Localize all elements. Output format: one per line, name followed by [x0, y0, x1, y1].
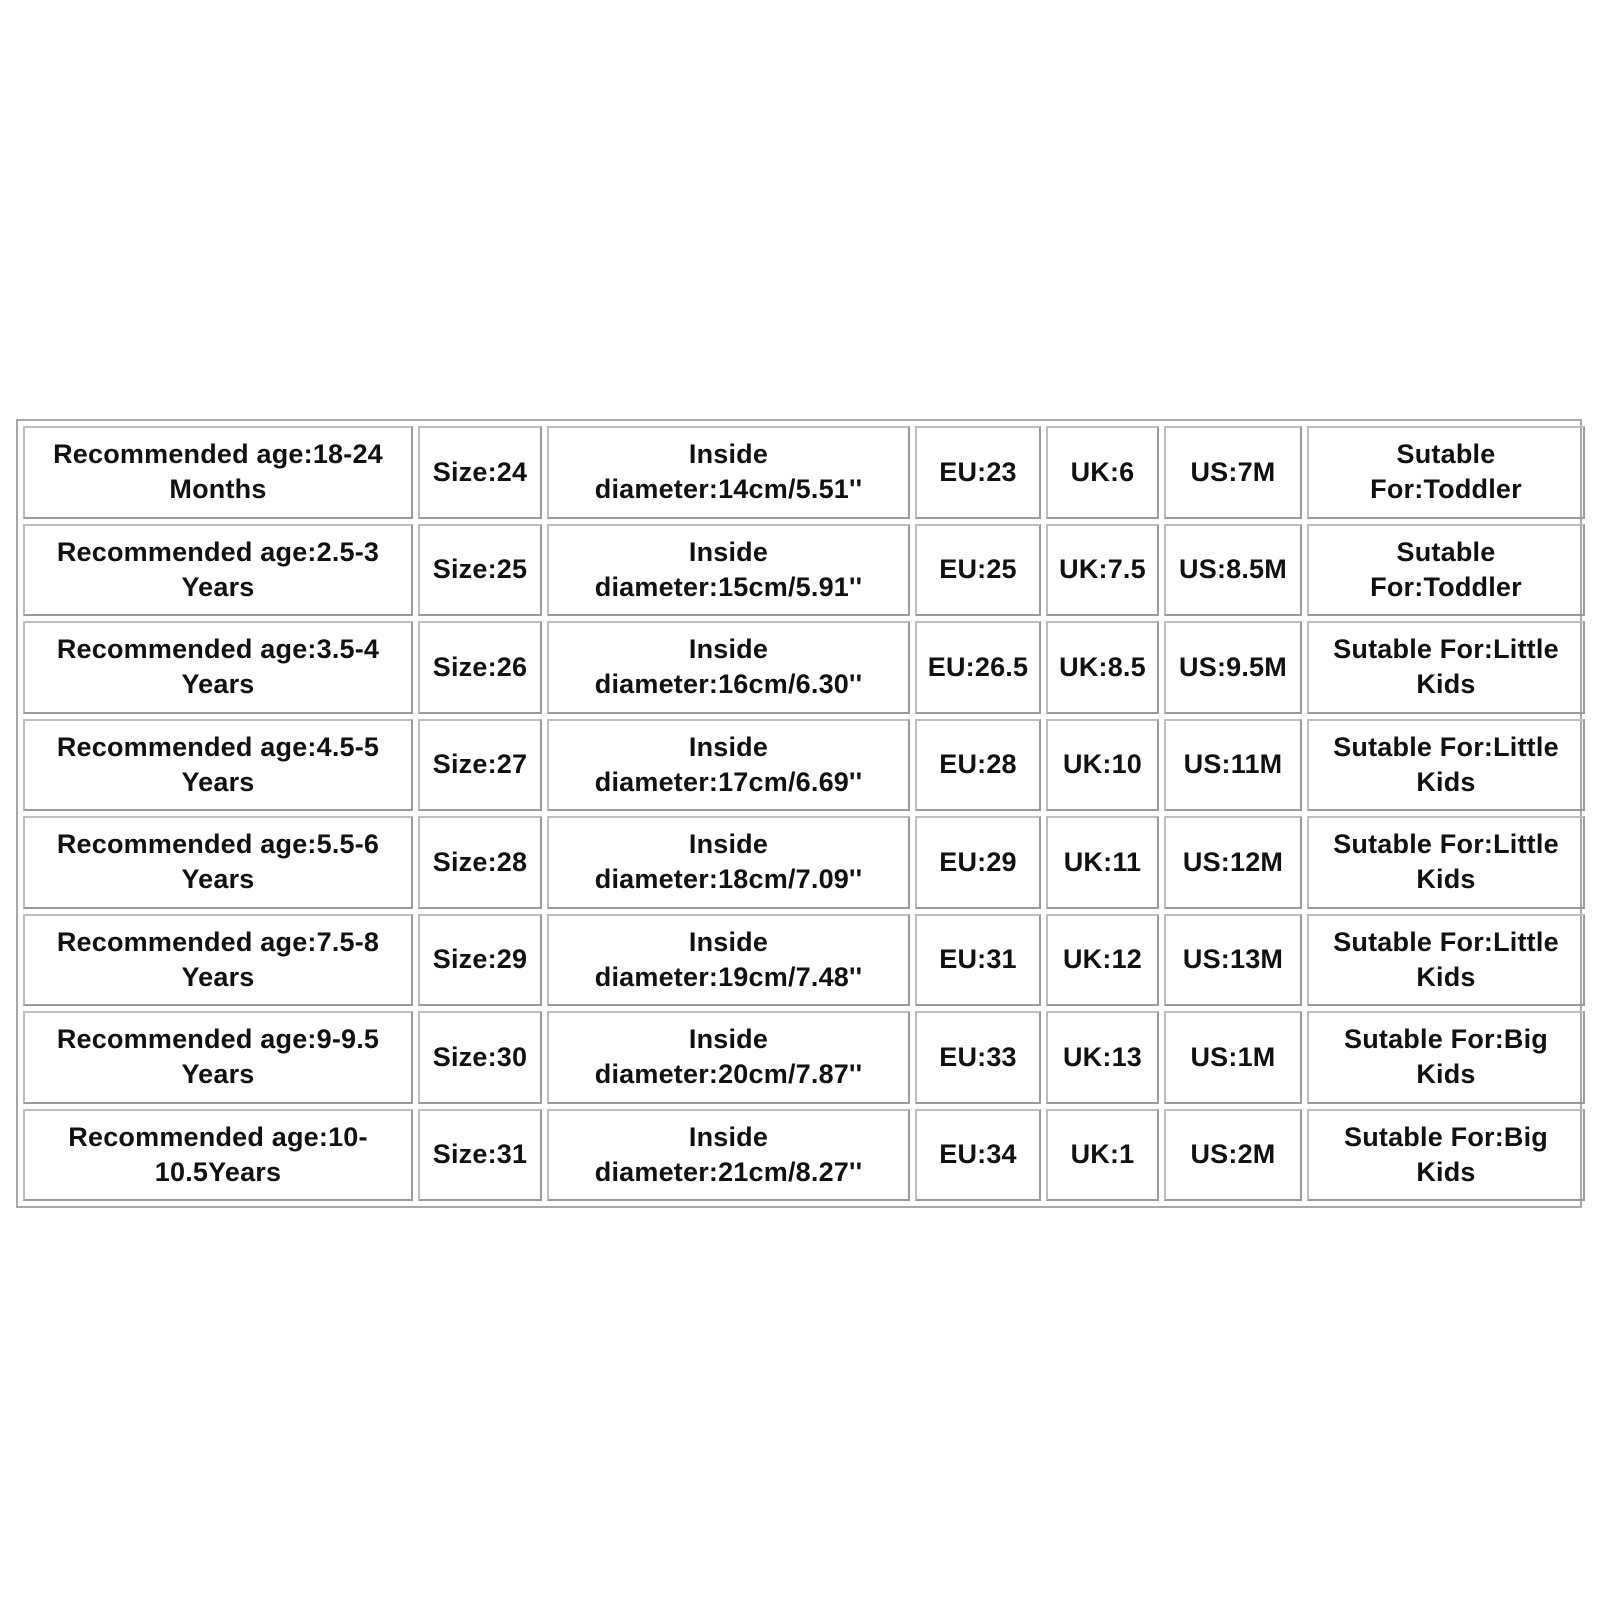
uk-size-text: UK:11: [1063, 846, 1142, 877]
age-cell: [23, 426, 413, 519]
inside-diameter-text: Inside: [688, 926, 769, 957]
size-chart: [16, 419, 1582, 1208]
eu-size-text: EU:34: [939, 1139, 1017, 1170]
suitable-for-text: For:Toddler: [1370, 571, 1522, 602]
suitable-for-text: Kids: [1416, 1059, 1476, 1090]
suitable-for-cell: [1307, 426, 1585, 519]
size-text: Size:27: [432, 749, 528, 780]
inside-diameter-cell: [547, 1109, 910, 1202]
uk-size-text: UK:8.5: [1059, 651, 1146, 682]
suitable-for-cell: [1307, 914, 1585, 1007]
uk-size-cell: [1046, 524, 1159, 617]
suitable-for-text: Kids: [1416, 669, 1476, 700]
suitable-for-cell: [1307, 719, 1585, 812]
inside-diameter-text: Inside: [688, 1024, 769, 1055]
uk-size-text: UK:12: [1062, 944, 1143, 975]
us-size-cell: [1164, 914, 1302, 1007]
inside-diameter-cell: [547, 816, 910, 909]
us-size-text: US:2M: [1190, 1139, 1276, 1170]
eu-size-text: EU:28: [939, 749, 1017, 780]
uk-size-cell: [1046, 816, 1159, 909]
inside-diameter-text: Inside: [688, 634, 769, 665]
size-text: Size:28: [432, 846, 528, 877]
inside-diameter-cell: [547, 1011, 910, 1104]
us-size-cell: [1164, 524, 1302, 617]
age-cell: [23, 719, 413, 812]
us-size-cell: [1164, 816, 1302, 909]
eu-size-cell: [915, 914, 1041, 1007]
size-cell: [418, 1011, 542, 1104]
uk-size-text: UK:10: [1062, 749, 1143, 780]
inside-diameter-text: diameter:17cm/6.69'': [594, 766, 863, 797]
suitable-for-text: Sutable For:Little: [1333, 926, 1559, 957]
size-text: Size:26: [432, 651, 528, 682]
eu-size-text: EU:29: [939, 846, 1017, 877]
age-cell: [23, 1011, 413, 1104]
inside-diameter-text: diameter:14cm/5.51'': [594, 474, 863, 505]
age-cell: [23, 816, 413, 909]
suitable-for-text: Kids: [1416, 766, 1476, 797]
size-cell: [418, 621, 542, 714]
inside-diameter-cell: [547, 426, 910, 519]
eu-size-text: EU:33: [939, 1041, 1017, 1072]
inside-diameter-text: Inside: [688, 731, 769, 762]
us-size-text: US:12M: [1182, 846, 1284, 877]
size-text: Size:24: [432, 456, 528, 487]
eu-size-text: EU:31: [939, 944, 1017, 975]
table-row: [23, 524, 1585, 617]
eu-size-cell: [915, 1011, 1041, 1104]
us-size-cell: [1164, 719, 1302, 812]
eu-size-text: EU:25: [939, 554, 1017, 585]
suitable-for-text: Sutable: [1396, 536, 1496, 567]
suitable-for-cell: [1307, 621, 1585, 714]
us-size-cell: [1164, 1011, 1302, 1104]
size-text: Size:31: [432, 1139, 528, 1170]
suitable-for-text: Kids: [1416, 961, 1476, 992]
age-text: Recommended age:18-24 Months: [53, 439, 383, 505]
inside-diameter-text: Inside: [688, 439, 769, 470]
suitable-for-text: Sutable For:Little: [1333, 634, 1559, 665]
suitable-for-cell: [1307, 1109, 1585, 1202]
inside-diameter-text: Inside: [688, 536, 769, 567]
inside-diameter-text: diameter:21cm/8.27'': [594, 1156, 863, 1187]
age-text: Recommended age:4.5-5 Years: [56, 731, 380, 797]
size-text: Size:29: [432, 944, 528, 975]
inside-diameter-cell: [547, 524, 910, 617]
size-cell: [418, 816, 542, 909]
inside-diameter-cell: [547, 914, 910, 1007]
size-chart-table: [18, 421, 1590, 1206]
age-text: Recommended age:10- 10.5Years: [68, 1121, 368, 1187]
suitable-for-text: Kids: [1416, 864, 1476, 895]
uk-size-text: UK:7.5: [1059, 554, 1146, 585]
eu-size-cell: [915, 426, 1041, 519]
us-size-cell: [1164, 1109, 1302, 1202]
uk-size-text: UK:6: [1070, 456, 1135, 487]
age-text: Recommended age:5.5-6 Years: [56, 829, 380, 895]
eu-size-text: EU:26.5: [927, 651, 1029, 682]
eu-size-cell: [915, 816, 1041, 909]
suitable-for-text: Sutable For:Big: [1344, 1024, 1548, 1055]
size-text: Size:25: [432, 554, 528, 585]
age-text: Recommended age:9-9.5 Years: [56, 1024, 380, 1090]
size-cell: [418, 719, 542, 812]
us-size-cell: [1164, 426, 1302, 519]
size-cell: [418, 524, 542, 617]
table-row: [23, 426, 1585, 519]
us-size-text: US:13M: [1182, 944, 1284, 975]
us-size-text: US:8.5M: [1179, 554, 1287, 585]
eu-size-text: EU:23: [939, 456, 1017, 487]
suitable-for-text: Sutable For:Big: [1344, 1121, 1548, 1152]
table-row: [23, 914, 1585, 1007]
suitable-for-text: For:Toddler: [1370, 474, 1522, 505]
us-size-cell: [1164, 621, 1302, 714]
size-text: Size:30: [432, 1041, 528, 1072]
uk-size-text: UK:1: [1070, 1139, 1135, 1170]
size-cell: [418, 426, 542, 519]
table-row: [23, 1011, 1585, 1104]
suitable-for-cell: [1307, 1011, 1585, 1104]
uk-size-cell: [1046, 621, 1159, 714]
us-size-text: US:9.5M: [1179, 651, 1287, 682]
age-cell: [23, 524, 413, 617]
inside-diameter-text: diameter:16cm/6.30'': [594, 669, 863, 700]
age-cell: [23, 914, 413, 1007]
inside-diameter-cell: [547, 719, 910, 812]
us-size-text: US:7M: [1190, 456, 1276, 487]
size-cell: [418, 1109, 542, 1202]
suitable-for-cell: [1307, 524, 1585, 617]
eu-size-cell: [915, 524, 1041, 617]
table-row: [23, 816, 1585, 909]
uk-size-text: UK:13: [1062, 1041, 1143, 1072]
uk-size-cell: [1046, 426, 1159, 519]
size-chart-body: [23, 426, 1585, 1201]
inside-diameter-cell: [547, 621, 910, 714]
us-size-text: US:1M: [1190, 1041, 1276, 1072]
suitable-for-text: Sutable For:Little: [1333, 731, 1559, 762]
inside-diameter-text: Inside: [688, 829, 769, 860]
age-cell: [23, 1109, 413, 1202]
suitable-for-text: Sutable For:Little: [1333, 829, 1559, 860]
age-text: Recommended age:7.5-8 Years: [56, 926, 380, 992]
age-text: Recommended age:2.5-3 Years: [56, 536, 380, 602]
inside-diameter-text: diameter:19cm/7.48'': [594, 961, 863, 992]
inside-diameter-text: diameter:18cm/7.09'': [594, 864, 863, 895]
eu-size-cell: [915, 621, 1041, 714]
suitable-for-cell: [1307, 816, 1585, 909]
inside-diameter-text: diameter:20cm/7.87'': [594, 1059, 863, 1090]
age-cell: [23, 621, 413, 714]
eu-size-cell: [915, 719, 1041, 812]
uk-size-cell: [1046, 1011, 1159, 1104]
age-text: Recommended age:3.5-4 Years: [56, 634, 380, 700]
inside-diameter-text: Inside: [688, 1121, 769, 1152]
uk-size-cell: [1046, 914, 1159, 1007]
table-row: [23, 719, 1585, 812]
table-row: [23, 1109, 1585, 1202]
suitable-for-text: Kids: [1416, 1156, 1476, 1187]
uk-size-cell: [1046, 719, 1159, 812]
inside-diameter-text: diameter:15cm/5.91'': [594, 571, 863, 602]
suitable-for-text: Sutable: [1396, 439, 1496, 470]
eu-size-cell: [915, 1109, 1041, 1202]
table-row: [23, 621, 1585, 714]
us-size-text: US:11M: [1183, 749, 1283, 780]
uk-size-cell: [1046, 1109, 1159, 1202]
size-cell: [418, 914, 542, 1007]
